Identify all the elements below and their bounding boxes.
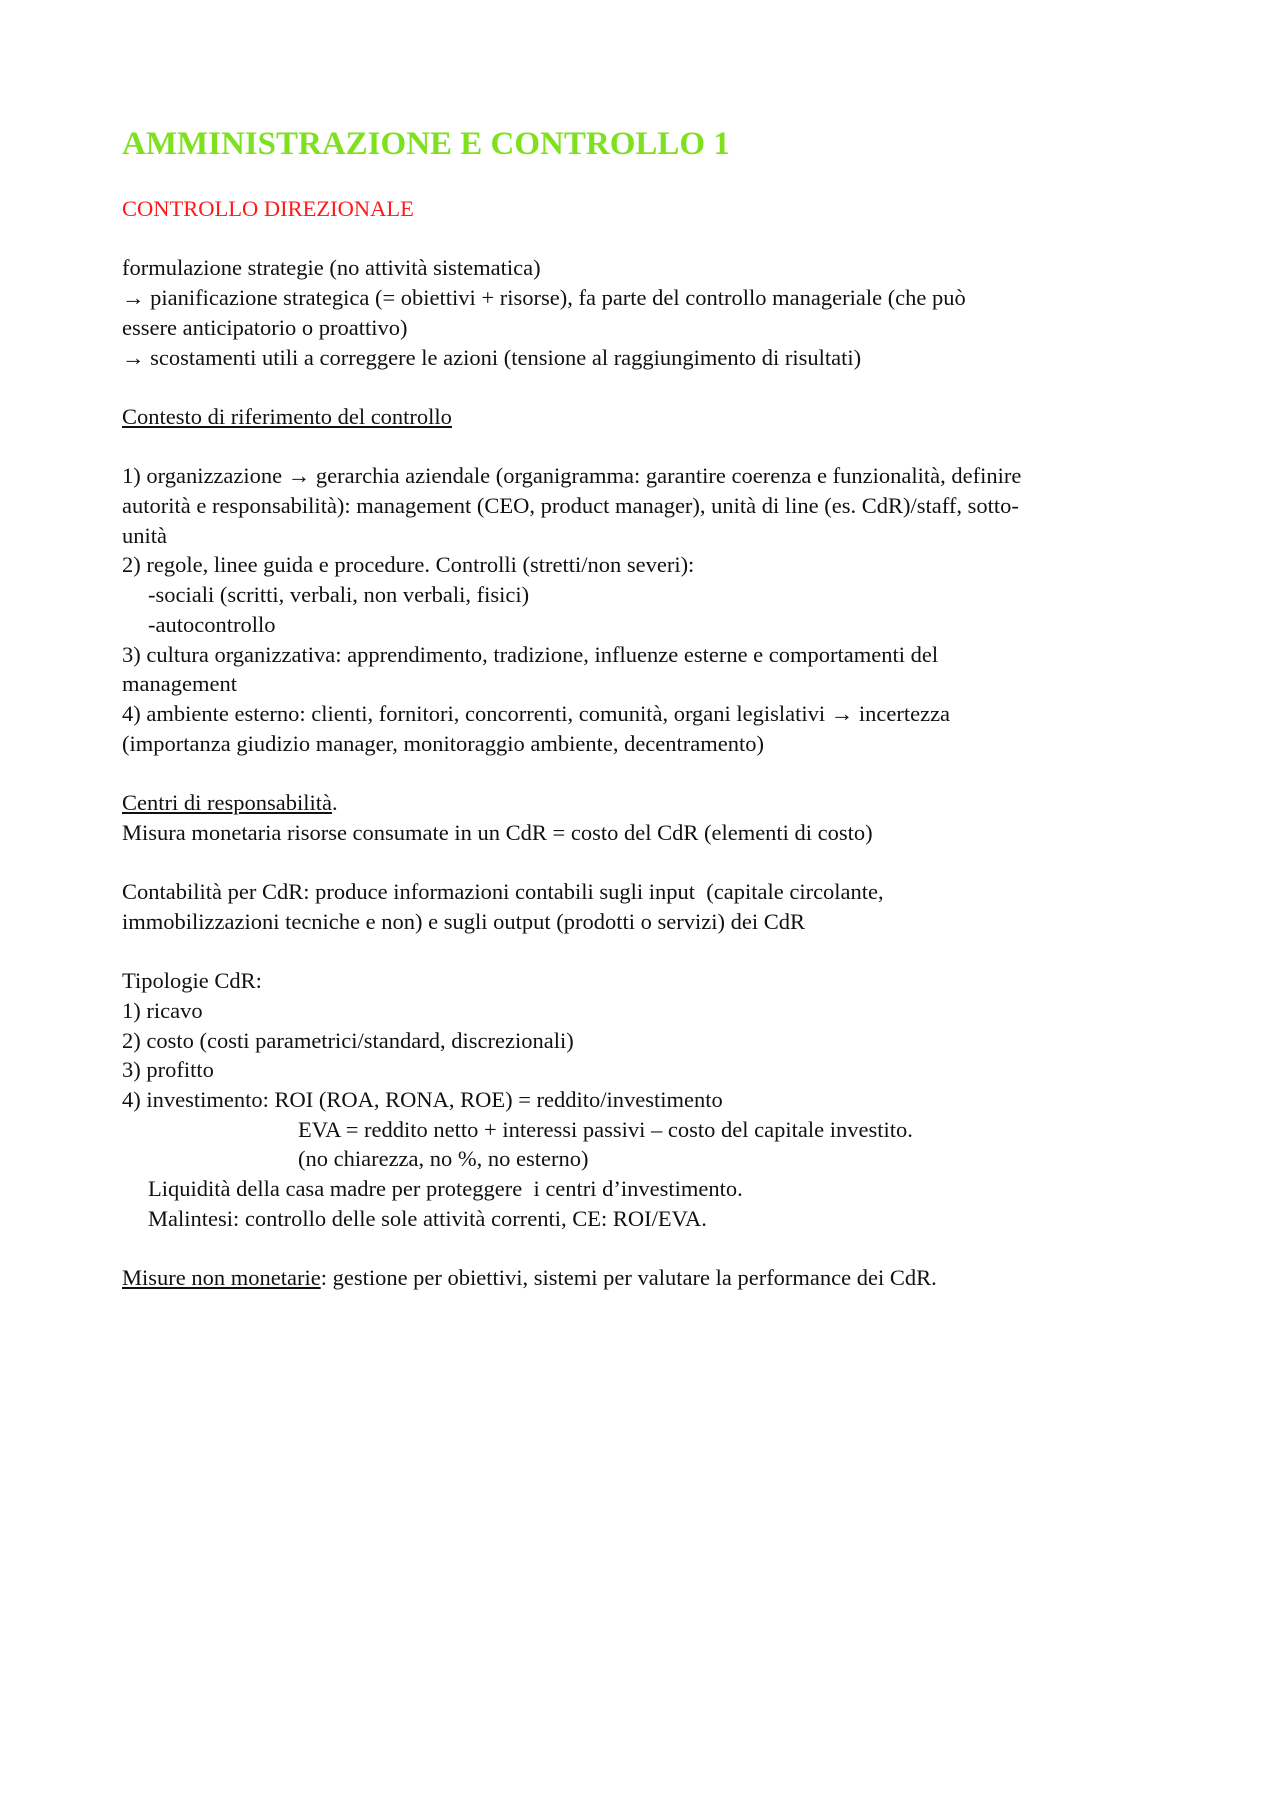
intro-line: essere anticipatorio o proattivo)	[122, 314, 408, 340]
contesto-heading: Contesto di riferimento del controllo	[122, 403, 452, 429]
intro-block	[122, 253, 1182, 372]
intro-line: → pianificazione strategica (= obiettivi + risorse), fa parte del controllo manageriale (che può	[122, 285, 966, 311]
centri-heading-suffix: .	[331, 790, 338, 815]
contabilita-line: immobilizzazioni tecniche e non) e sugli output (prodotti o servizi) dei CdR	[122, 908, 805, 934]
spacer	[122, 432, 1182, 462]
tipologie-line: (no chiarezza, no %, no esterno)	[298, 1146, 589, 1172]
centri-heading-line	[122, 788, 1182, 818]
tipologie-line: 2) costo (costi parametrici/standard, discrezionali)	[122, 1027, 574, 1053]
contesto-line: 4) ambiente esterno: clienti, fornitori, concorrenti, comunità, organi legislativi → incertezza	[122, 700, 951, 726]
contesto-block	[122, 402, 1182, 758]
tipologie-line: 1) ricavo	[122, 997, 203, 1023]
tipologie-line: 4) investimento: ROI (ROA, RONA, ROE) = reddito/investimento	[122, 1087, 723, 1112]
contesto-line: -autocontrollo	[148, 611, 276, 637]
contesto-line: -sociali (scritti, verbali, non verbali, fisici)	[148, 582, 530, 608]
contesto-line: 3) cultura organizzativa: apprendimento, tradizione, influenze esterne e comportamenti del	[122, 641, 939, 667]
contesto-line: management	[122, 671, 237, 697]
tipologie-heading: Tipologie CdR:	[122, 968, 262, 994]
centri-heading: Centri di responsabilità	[122, 790, 332, 815]
tipologie-block	[122, 966, 1182, 1233]
centri-block	[122, 788, 1182, 847]
misure-line	[122, 1263, 1182, 1293]
intro-line: formulazione strategie (no attività sistematica)	[122, 255, 541, 281]
tipologie-line: EVA = reddito netto + interessi passivi – costo del capitale investito.	[298, 1116, 913, 1142]
centri-line: Misura monetaria risorse consumate in un CdR = costo del CdR (elementi di costo)	[122, 819, 873, 845]
misure-block	[122, 1263, 1182, 1293]
contesto-line: 1) organizzazione → gerarchia aziendale (organigramma: garantire coerenza e funzionalità, definire	[122, 463, 1022, 489]
document-title: AMMINISTRAZIONE E CONTROLLO 1	[122, 126, 730, 162]
contesto-line: unità	[122, 522, 167, 548]
intro-line: → scostamenti utili a correggere le azioni (tensione al raggiungimento di risultati)	[122, 344, 862, 370]
contesto-line: 2) regole, linee guida e procedure. Controlli (stretti/non severi):	[122, 552, 695, 578]
contesto-line: autorità e responsabilità): management (CEO, product manager), unità di line (es. CdR)/staff, sotto-	[122, 492, 1019, 518]
contabilita-line: Contabilità per CdR: produce informazioni contabili sugli input (capitale circolante,	[122, 879, 884, 905]
tipologie-line: Malintesi: controllo delle sole attività correnti, CE: ROI/EVA.	[148, 1205, 707, 1231]
document-page	[122, 118, 1182, 1293]
misure-heading: Misure non monetarie	[122, 1265, 321, 1291]
misure-text: : gestione per obiettivi, sistemi per valutare la performance dei CdR.	[320, 1265, 937, 1291]
contesto-line: (importanza giudizio manager, monitoraggio ambiente, decentramento)	[122, 730, 764, 756]
tipologie-line: Liquidità della casa madre per proteggere i centri d’investimento.	[148, 1176, 743, 1202]
contabilita-block	[122, 877, 1182, 936]
tipologie-line: 3) profitto	[122, 1057, 214, 1083]
section-title: CONTROLLO DIREZIONALE	[122, 196, 414, 221]
